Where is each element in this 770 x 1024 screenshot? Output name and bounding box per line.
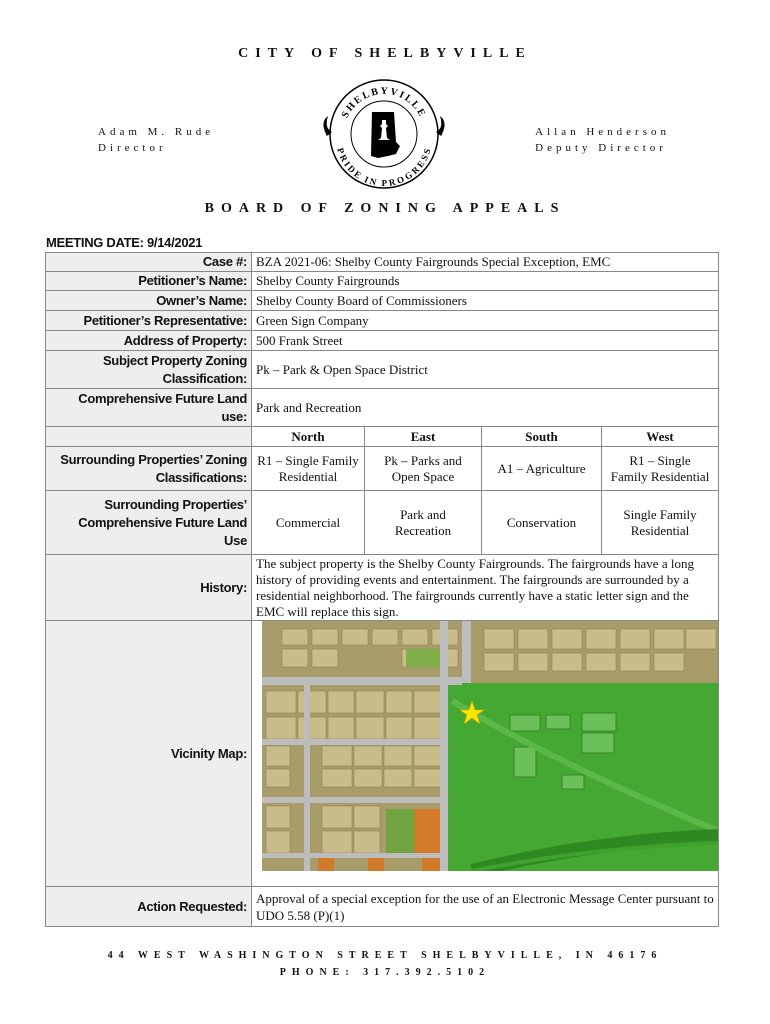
meeting-date: MEETING DATE: 9/14/2021 xyxy=(46,235,203,250)
land-east-line-1: Park and xyxy=(400,506,446,522)
board-title: BOARD OF ZONING APPEALS xyxy=(204,201,566,216)
deputy-director-block xyxy=(535,124,670,156)
history-text: The subject property is the Shelby County Fairgrounds. The fairgrounds have a long history of providing events and entertainment. The fairgrounds are surrounded by a residential neighborhood. The fairgrounds currently have a static letter sign and the EMC will replace this sign. xyxy=(252,555,719,621)
zoning-north xyxy=(252,447,365,491)
zoning-west-line-2: Family Residential xyxy=(610,468,710,484)
zoning-south: A1 – Agriculture xyxy=(482,447,602,491)
director-name: Adam M. Rude xyxy=(98,126,215,138)
deputy-director-title: Deputy Director xyxy=(535,142,667,154)
table-row xyxy=(46,447,719,491)
vicinity-map xyxy=(262,621,718,871)
land-east xyxy=(365,491,482,555)
seal-bottom-text: PRIDE IN PROGRESS xyxy=(335,146,433,189)
surrounding-land-label-line-3: Use xyxy=(224,532,247,548)
director-block xyxy=(98,124,214,156)
table-row xyxy=(46,389,719,427)
zoning-north-line-1: R1 – Single Family xyxy=(257,452,359,468)
table-row xyxy=(46,331,719,351)
table-row xyxy=(46,351,719,389)
seal-top-text: SHELBYVILLE xyxy=(339,85,429,120)
table-row xyxy=(46,253,719,272)
surrounding-zoning-label-line-2: Classifications: xyxy=(155,469,247,485)
zoning-east-line-1: Pk – Parks and xyxy=(384,452,462,468)
direction-east: East xyxy=(365,427,482,447)
table-row xyxy=(46,887,719,927)
direction-north: North xyxy=(252,427,365,447)
surrounding-land-label xyxy=(46,491,252,555)
address-label: Address of Property: xyxy=(46,331,252,351)
zoning-label-line-1: Subject Property Zoning xyxy=(102,352,247,368)
direction-west: West xyxy=(602,427,719,447)
case-label: Case #: xyxy=(46,253,252,272)
zoning-east-line-2: Open Space xyxy=(391,468,455,484)
table-row xyxy=(46,621,719,887)
land-east-line-2: Recreation xyxy=(394,522,452,538)
direction-south: South xyxy=(482,427,602,447)
zoning-west xyxy=(602,447,719,491)
action-label: Action Requested: xyxy=(46,887,252,927)
zoning-north-line-2: Residential xyxy=(278,468,338,484)
zoning-west-line-1: R1 – Single xyxy=(629,452,691,468)
table-row xyxy=(46,311,719,331)
address-value: 500 Frank Street xyxy=(252,331,719,351)
surrounding-zoning-label-line-1: Surrounding Properties’ Zoning xyxy=(60,451,247,467)
empty-cell xyxy=(46,427,252,447)
table-row xyxy=(46,272,719,291)
future-land-label xyxy=(46,389,252,427)
land-west xyxy=(602,491,719,555)
table-row xyxy=(46,555,719,621)
land-west-line-2: Residential xyxy=(630,522,690,538)
future-land-label-line-1: Comprehensive Future Land xyxy=(78,390,247,406)
director-title: Director xyxy=(98,142,167,154)
table-row xyxy=(46,491,719,555)
deputy-director-name: Allan Henderson xyxy=(535,126,670,138)
surrounding-land-label-line-1: Surrounding Properties’ xyxy=(104,496,247,512)
future-land-label-line-2: use: xyxy=(221,408,247,424)
owner-label: Owner’s Name: xyxy=(46,291,252,311)
owner-value: Shelby County Board of Commissioners xyxy=(252,291,719,311)
future-land-value: Park and Recreation xyxy=(252,389,719,427)
city-seal-logo xyxy=(316,72,452,190)
vicinity-map-cell xyxy=(252,621,719,887)
petitioner-label: Petitioner’s Name: xyxy=(46,272,252,291)
zoning-label xyxy=(46,351,252,389)
zoning-value: Pk – Park & Open Space District xyxy=(252,351,719,389)
history-label: History: xyxy=(46,555,252,621)
surrounding-zoning-label xyxy=(46,447,252,491)
representative-value: Green Sign Company xyxy=(252,311,719,331)
petitioner-value: Shelby County Fairgrounds xyxy=(252,272,719,291)
action-text: Approval of a special exception for the use of an Electronic Message Center pursuant to UDO 5.58 (P)(1) xyxy=(252,887,719,927)
vicinity-map-label: Vicinity Map: xyxy=(46,621,252,887)
land-north: Commercial xyxy=(252,491,365,555)
footer-phone: PHONE: 317.392.5102 xyxy=(279,967,491,978)
table-row xyxy=(46,427,719,447)
table-row xyxy=(46,291,719,311)
case-value: BZA 2021-06: Shelby County Fairgrounds Special Exception, EMC xyxy=(252,253,719,272)
zoning-east xyxy=(365,447,482,491)
footer-address: 44 WEST WASHINGTON STREET SHELBYVILLE, IN 46176 xyxy=(107,950,663,961)
land-south: Conservation xyxy=(482,491,602,555)
zoning-label-line-2: Classification: xyxy=(162,370,247,386)
city-title: CITY OF SHELBYVILLE xyxy=(238,46,532,61)
staff-report-table xyxy=(45,252,719,927)
land-west-line-1: Single Family xyxy=(623,506,697,522)
surrounding-land-label-line-2: Comprehensive Future Land xyxy=(78,514,247,530)
representative-label: Petitioner’s Representative: xyxy=(46,311,252,331)
